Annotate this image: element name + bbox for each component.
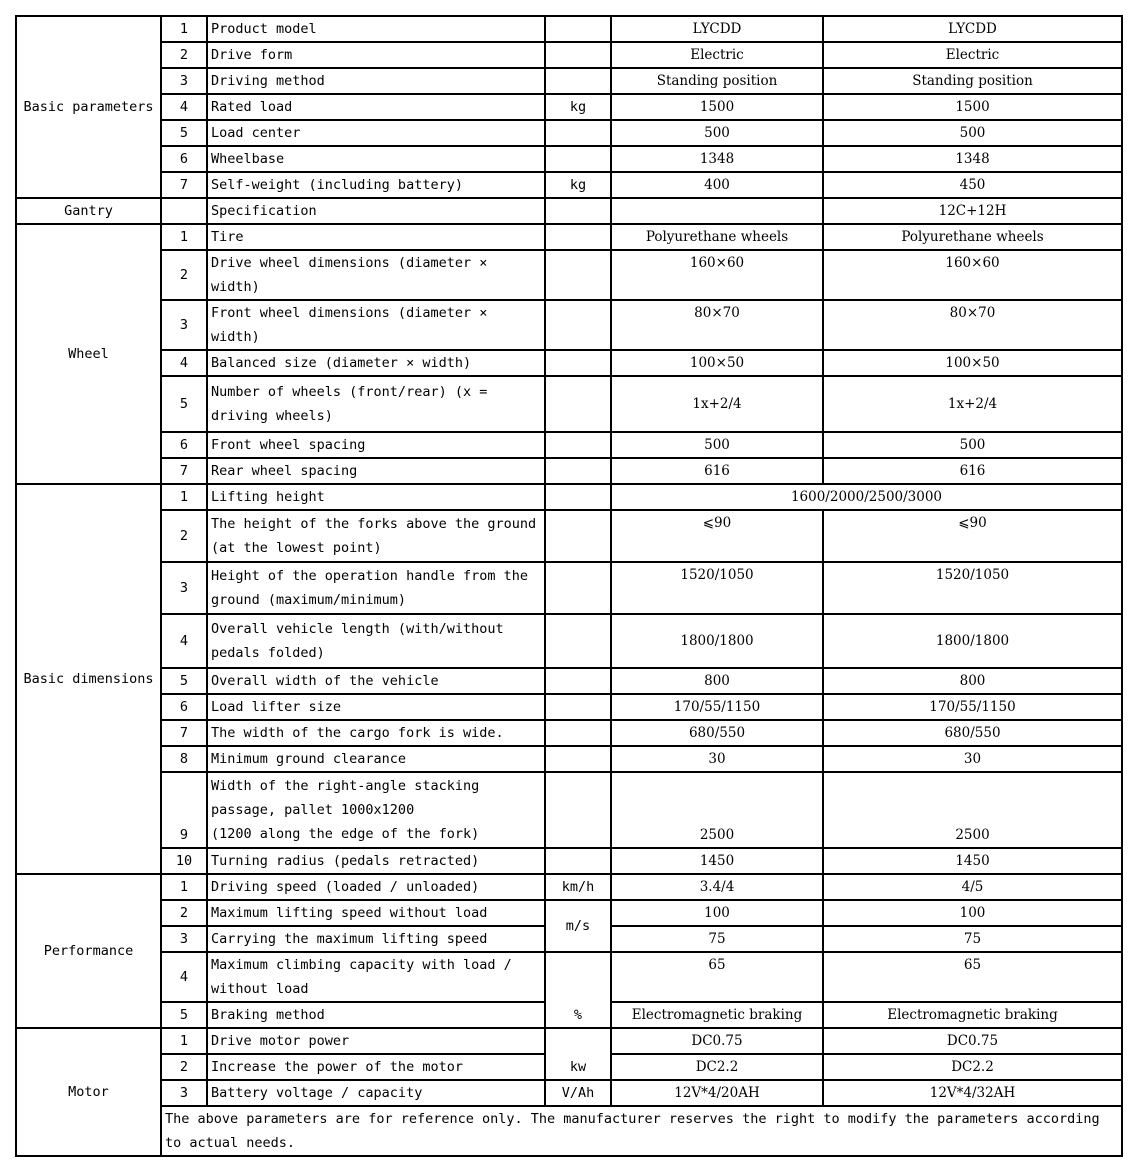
value-model-2: 65 [823,952,1122,1002]
value-model-1: 75 [611,926,823,952]
item-drive-wheel: Drive wheel dimensions (diameter × width) [207,250,545,300]
value-model-2: 450 [823,172,1122,198]
item-load-center: Load center [207,120,545,146]
value-model-2: 4/5 [823,874,1122,900]
row-number: 1 [161,16,207,42]
table-row [16,1080,1122,1106]
stacking-passage-line-1: Width of the right-angle stacking [211,778,480,794]
value-model-2: ⩽90 [823,510,1122,562]
item-drive-motor: Drive motor power [207,1028,545,1054]
section-wheel: Wheel [16,224,161,484]
row-number: 7 [161,172,207,198]
unit-cell [545,68,611,94]
item-fork-height: The height of the forks above the ground (at the lowest point) [207,510,545,562]
unit-cell [545,484,611,510]
value-model-1: Polyurethane wheels [611,224,823,250]
table-row [16,376,1122,432]
value-model-2: Electric [823,42,1122,68]
unit-cell [545,224,611,250]
row-number: 4 [161,614,207,668]
row-number: 9 [161,772,207,848]
row-number: 1 [161,1028,207,1054]
item-drive-form: Drive form [207,42,545,68]
value-model-1: LYCDD [611,16,823,42]
value-model-1: 80×70 [611,300,823,350]
value-model-1: 12V*4/20AH [611,1080,823,1106]
value-model-1: DC0.75 [611,1028,823,1054]
value-model-2: 170/55/1150 [823,694,1122,720]
value-model-1: 2500 [611,772,823,848]
table-row [16,772,1122,848]
value-model-2: 1500 [823,94,1122,120]
value-model-2: 100 [823,900,1122,926]
value-model-2: 1520/1050 [823,562,1122,614]
table-row [16,68,1122,94]
unit-cell [545,746,611,772]
value-model-2: 160×60 [823,250,1122,300]
item-battery: Battery voltage / capacity [207,1080,545,1106]
row-number: 3 [161,68,207,94]
unit-percent: % [545,952,611,1028]
row-number: 7 [161,720,207,746]
value-model-1: DC2.2 [611,1054,823,1080]
value-shared: 1600/2000/2500/3000 [611,484,1122,510]
table-row [16,350,1122,376]
value-model-1: 160×60 [611,250,823,300]
table-row [16,848,1122,874]
section-basic-parameters: Basic parameters [16,16,161,198]
table-row [16,484,1122,510]
row-number: 3 [161,1080,207,1106]
unit-cell [545,250,611,300]
table-row [16,250,1122,300]
unit-vah: V/Ah [545,1080,611,1106]
item-product-model: Product model [207,16,545,42]
value-model-2: 1450 [823,848,1122,874]
item-driving-speed: Driving speed (loaded / unloaded) [207,874,545,900]
item-self-weight: Self-weight (including battery) [207,172,545,198]
unit-cell [545,376,611,432]
value-model-2: Polyurethane wheels [823,224,1122,250]
value-model-2: Standing position [823,68,1122,94]
value-model-1: 616 [611,458,823,484]
table-row [16,720,1122,746]
value-model-1: 400 [611,172,823,198]
section-performance: Performance [16,874,161,1028]
row-number: 1 [161,484,207,510]
value-model-2: 800 [823,668,1122,694]
row-number: 5 [161,1002,207,1028]
item-front-wheel: Front wheel dimensions (diameter × width) [207,300,545,350]
value-model-1: Electromagnetic braking [611,1002,823,1028]
row-number [161,198,207,224]
value-model-1 [611,198,823,224]
footnote: The above parameters are for reference only. The manufacturer reserves the right to modify the parameters according to actual needs. [161,1106,1122,1156]
table-row [16,42,1122,68]
row-number: 2 [161,250,207,300]
value-model-2: 1348 [823,146,1122,172]
row-number: 1 [161,224,207,250]
unit-cell [545,432,611,458]
row-number: 6 [161,146,207,172]
value-model-1: 1500 [611,94,823,120]
value-model-1: 100×50 [611,350,823,376]
table-row [16,562,1122,614]
unit-cell [545,614,611,668]
value-model-1: 800 [611,668,823,694]
unit-cell [545,772,611,848]
row-number: 6 [161,432,207,458]
value-model-1: 170/55/1150 [611,694,823,720]
item-wheelbase: Wheelbase [207,146,545,172]
value-model-1: ⩽90 [611,510,823,562]
row-number: 2 [161,1054,207,1080]
value-model-1: 1x+2/4 [611,376,823,432]
table-row [16,172,1122,198]
table-row [16,300,1122,350]
row-number: 4 [161,94,207,120]
unit-cell [545,350,611,376]
value-model-2: 616 [823,458,1122,484]
table-row [16,694,1122,720]
item-overall-length: Overall vehicle length (with/without pedals folded) [207,614,545,668]
spec-table [15,15,1123,1157]
table-row [16,16,1122,42]
row-number: 8 [161,746,207,772]
value-model-1: 1348 [611,146,823,172]
item-ground-clearance: Minimum ground clearance [207,746,545,772]
unit-cell [545,668,611,694]
unit-cell [545,42,611,68]
item-driving-method: Driving method [207,68,545,94]
row-number: 6 [161,694,207,720]
item-lift-motor: Increase the power of the motor [207,1054,545,1080]
table-row [16,614,1122,668]
item-fork-width: The width of the cargo fork is wide. [207,720,545,746]
item-handle-height: Height of the operation handle from the ground (maximum/minimum) [207,562,545,614]
item-climbing: Maximum climbing capacity with load / without load [207,952,545,1002]
value-model-1: Electric [611,42,823,68]
value-model-1: 3.4/4 [611,874,823,900]
table-row [16,510,1122,562]
value-model-2: 1x+2/4 [823,376,1122,432]
section-basic-dimensions: Basic dimensions [16,484,161,874]
row-number: 2 [161,42,207,68]
unit-cell [545,198,611,224]
table-row [16,900,1122,926]
unit-cell [545,562,611,614]
unit-cell [545,146,611,172]
value-model-2: LYCDD [823,16,1122,42]
unit-cell [545,694,611,720]
value-model-1: Standing position [611,68,823,94]
item-specification: Specification [207,198,545,224]
table-row [16,1106,1122,1156]
table-row [16,874,1122,900]
unit-kw: kw [545,1028,611,1080]
value-model-1: 680/550 [611,720,823,746]
unit-cell [545,458,611,484]
stacking-passage-line-2: passage, pallet 1000x1200 [211,802,415,818]
row-number: 3 [161,562,207,614]
value-model-2: 12C+12H [823,198,1122,224]
table-row [16,746,1122,772]
item-rated-load: Rated load [207,94,545,120]
section-gantry: Gantry [16,198,161,224]
value-model-2: 2500 [823,772,1122,848]
row-number: 5 [161,668,207,694]
row-number: 2 [161,900,207,926]
unit-kg: kg [545,172,611,198]
row-number: 5 [161,376,207,432]
value-model-2: 80×70 [823,300,1122,350]
value-model-2: 12V*4/32AH [823,1080,1122,1106]
item-braking: Braking method [207,1002,545,1028]
value-model-2: 100×50 [823,350,1122,376]
item-tire: Tire [207,224,545,250]
unit-ms: m/s [545,900,611,952]
table-row [16,224,1122,250]
table-row [16,432,1122,458]
table-row [16,952,1122,1002]
stacking-passage-line-3: (1200 along the edge of the fork) [211,826,480,842]
value-model-2: 500 [823,120,1122,146]
unit-cell [545,720,611,746]
item-turning-radius: Turning radius (pedals retracted) [207,848,545,874]
unit-kmh: km/h [545,874,611,900]
item-overall-width: Overall width of the vehicle [207,668,545,694]
value-model-2: 30 [823,746,1122,772]
table-row [16,120,1122,146]
table-row [16,668,1122,694]
value-model-1: 1800/1800 [611,614,823,668]
table-row [16,458,1122,484]
value-model-2: 680/550 [823,720,1122,746]
value-model-2: Electromagnetic braking [823,1002,1122,1028]
table-row [16,198,1122,224]
value-model-1: 500 [611,432,823,458]
table-row [16,1028,1122,1054]
unit-cell [545,16,611,42]
table-row [16,146,1122,172]
item-lift-speed-empty: Maximum lifting speed without load [207,900,545,926]
unit-cell [545,300,611,350]
section-motor: Motor [16,1028,161,1156]
value-model-2: 1800/1800 [823,614,1122,668]
value-model-1: 65 [611,952,823,1002]
value-model-1: 100 [611,900,823,926]
item-front-spacing: Front wheel spacing [207,432,545,458]
row-number: 10 [161,848,207,874]
value-model-2: 500 [823,432,1122,458]
unit-cell [545,120,611,146]
value-model-2: DC0.75 [823,1028,1122,1054]
unit-cell [545,510,611,562]
item-wheel-count: Number of wheels (front/rear) (x = driving wheels) [207,376,545,432]
table-row [16,94,1122,120]
row-number: 7 [161,458,207,484]
item-rear-spacing: Rear wheel spacing [207,458,545,484]
row-number: 5 [161,120,207,146]
unit-kg: kg [545,94,611,120]
item-stacking-passage [207,772,545,848]
value-model-1: 1450 [611,848,823,874]
item-lifting-height: Lifting height [207,484,545,510]
unit-cell [545,848,611,874]
value-model-1: 1520/1050 [611,562,823,614]
value-model-1: 30 [611,746,823,772]
value-model-2: 75 [823,926,1122,952]
row-number: 1 [161,874,207,900]
row-number: 3 [161,926,207,952]
row-number: 4 [161,350,207,376]
row-number: 2 [161,510,207,562]
item-lift-speed-loaded: Carrying the maximum lifting speed [207,926,545,952]
value-model-2: DC2.2 [823,1054,1122,1080]
item-balanced-size: Balanced size (diameter × width) [207,350,545,376]
row-number: 4 [161,952,207,1002]
item-load-lifter: Load lifter size [207,694,545,720]
row-number: 3 [161,300,207,350]
value-model-1: 500 [611,120,823,146]
